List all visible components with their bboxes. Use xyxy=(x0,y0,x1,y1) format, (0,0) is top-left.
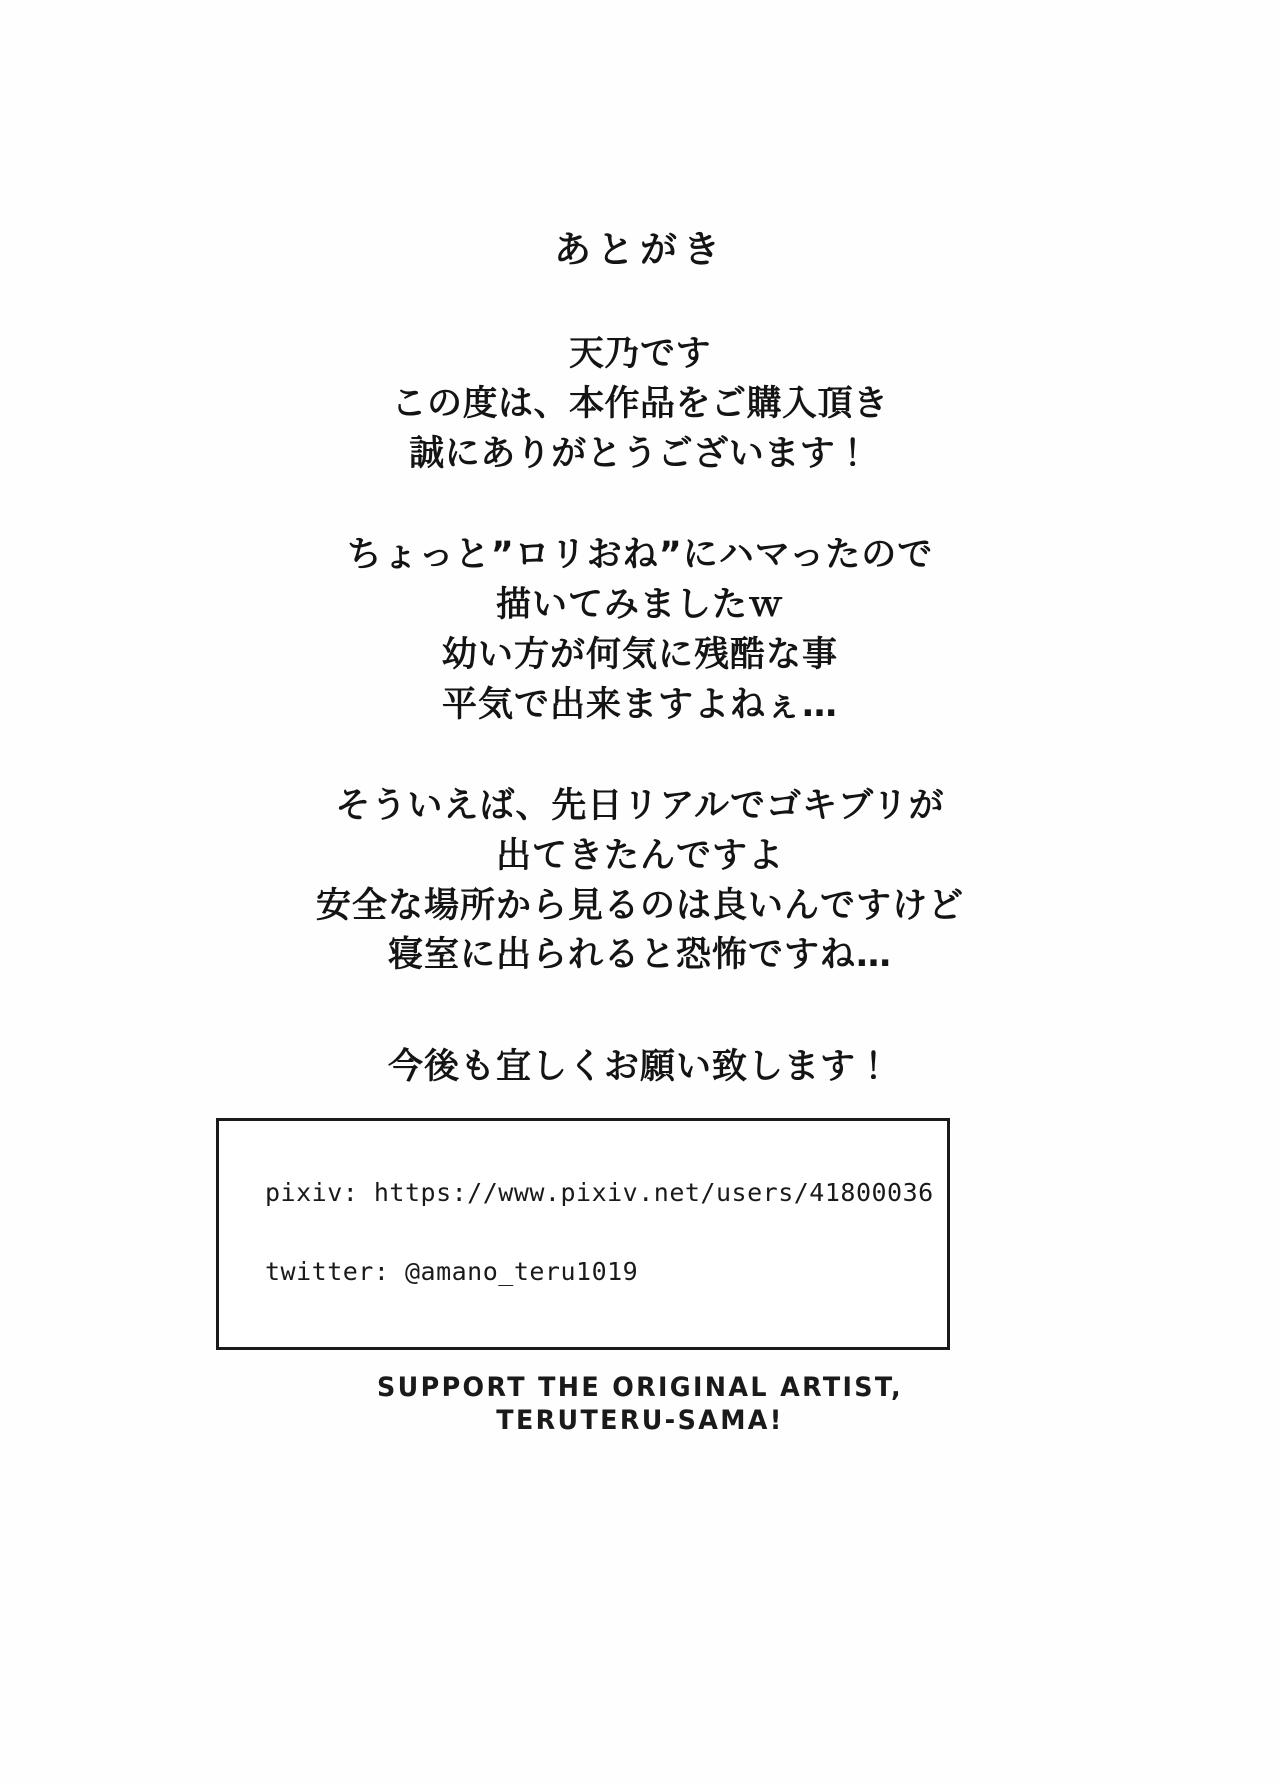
text-line: ちょっと”ロリおね”にハマったので xyxy=(346,535,934,576)
text-line: 今後も宜しくお願い致します！ xyxy=(387,1046,892,1087)
afterword-section xyxy=(0,228,1280,1093)
pixiv-link[interactable]: pixiv: https://www.pixiv.net/users/41800036 xyxy=(265,1178,934,1207)
text-line: 幼い方が何気に残酷な事 xyxy=(441,634,838,675)
paragraph-about-work xyxy=(0,531,1280,730)
text-line: 平気で出来ますよねぇ… xyxy=(441,684,838,725)
page-title: あとがき xyxy=(554,228,726,271)
paragraph-closing xyxy=(0,1043,1280,1093)
text-line: そういえば、先日リアルでゴキブリが xyxy=(335,786,945,827)
twitter-link[interactable]: twitter: @amano_teru1019 xyxy=(265,1256,639,1286)
text-line: 誠にありがとうございます！ xyxy=(409,433,871,474)
text-line: 寝室に出られると恐怖ですね… xyxy=(387,935,892,976)
text-line: 天乃です xyxy=(568,334,711,375)
paragraph-anecdote xyxy=(0,782,1280,981)
support-credit xyxy=(0,1372,1280,1438)
text-line: 出てきたんですよ xyxy=(495,835,784,876)
text-line: この度は、本作品をご購入頂き xyxy=(391,384,889,425)
credit-line-1: SUPPORT THE ORIGINAL ARTIST, xyxy=(377,1372,903,1403)
paragraph-greeting xyxy=(0,330,1280,479)
text-line: 安全な場所から見るのは良いんですけど xyxy=(315,885,964,926)
text-line: 描いてみましたｗ xyxy=(495,585,784,626)
credit-line-2: TERUTERU-SAMA! xyxy=(496,1404,784,1436)
contact-links-box xyxy=(216,1118,950,1350)
